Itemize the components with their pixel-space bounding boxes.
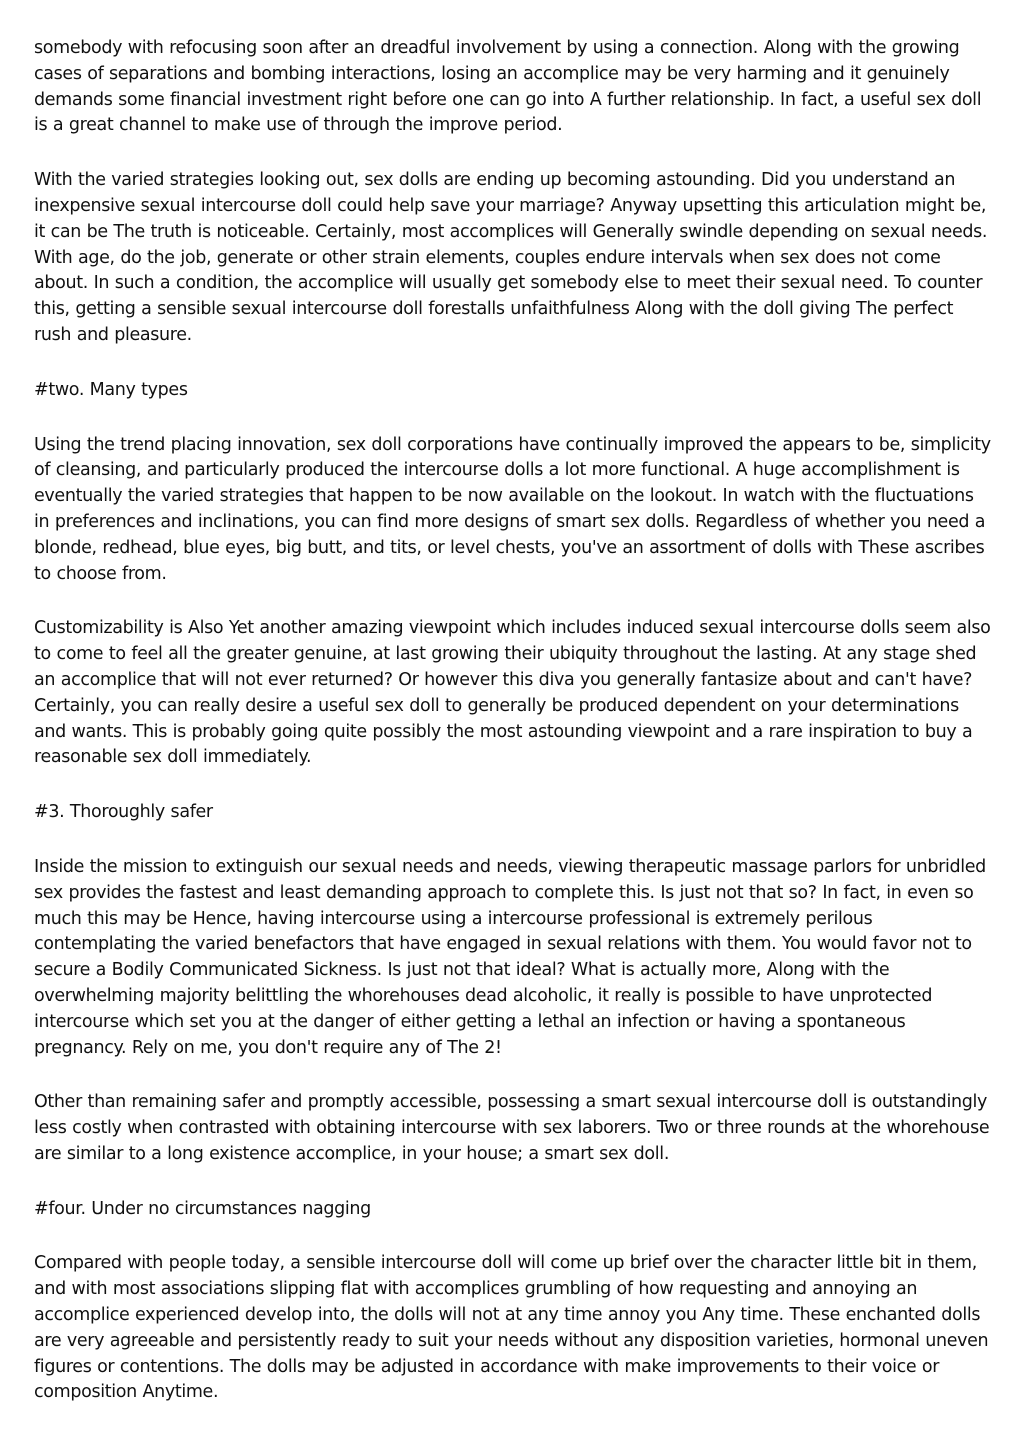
paragraph-customizability: Customizability is Also Yet another amazing viewpoint which includes induced sexual intercourse dolls seem also to come to feel all the greater genuine, at last growing their ubiquity throughout the lasting. At any stage shed an accomplice that will not ever returned? Or however this diva you generally fantasize about and can't have? Certainly, you can really desire a useful sex doll to generally be produced dependent on your determinations and wants. This is probably going quite possibly the most astounding viewpoint and a rare inspiration to buy a reasonable sex doll immediately. — [34, 618, 991, 768]
paragraph-safety-risks: Inside the mission to extinguish our sexual needs and needs, viewing therapeutic massage parlors for unbridled sex provides the fastest and least demanding approach to complete this. Is just not that so? In fact, in even so much this may be Hence, having intercourse using a intercourse professional is extremely perilous contemplating the varied benefactors that have engaged in sexual relations with them. You would favor not to secure a Bodily Communicated Sickness. Is just not that ideal? What is actually more, Along with the overwhelming majority belittling the whorehouses dead alcoholic, it really is possible to have unprotected intercourse which set you at the danger of either getting a lethal an infection or having a spontaneous pregnancy. Rely on me, you don't require any of The 2! — [34, 856, 986, 1058]
paragraph-separation-recovery: somebody with refocusing soon after an dreadful involvement by using a connection. Along with the growing cases of separations and bombing interactions, losing an accomplice may be very harming and it genuinely demands some financial investment right before one can go into A further relationship. In fact, a useful sex doll is a great channel to make use of through the improve period. — [34, 38, 982, 136]
document-body — [34, 36, 992, 1435]
paragraph-agreeable-dolls: Compared with people today, a sensible intercourse doll will come up brief over the character little bit in them, and with most associations slipping flat with accomplices grumbling of how requesting and annoying an accomplice experienced develop into, the dolls will not at any time annoy you Any time. These enchanted dolls are very agreeable and persistently ready to suit your needs without any disposition varieties, hormonal uneven figures or contentions. The dolls may be adjusted in accordance with make improvements to their voice or composition Anytime. — [34, 1253, 989, 1403]
paragraph-less-costly: Other than remaining safer and promptly accessible, possessing a smart sexual intercourse doll is outstandingly less costly when contrasted with obtaining intercourse with sex laborers. Two or three rounds at the whorehouse are similar to a long existence accomplice, in your house; a smart sex doll. — [34, 1092, 990, 1164]
paragraph-save-marriage: With the varied strategies looking out, sex dolls are ending up becoming astounding. Did you understand an inexpensive sexual intercourse doll could help save your marriage? Anyway upsetting this articulation might be, it can be The truth is noticeable. Certainly, most accomplices will Generally swindle depending on sexual needs. With age, do the job, generate or other strain elements, couples endure intervals when sex does not come about. In such a condition, the accomplice will usually get somebody else to meet their sexual need. To counter this, getting a sensible sexual intercourse doll forestalls unfaithfulness Along with the doll giving The perfect rush and pleasure. — [34, 170, 988, 345]
paragraph-varied-designs: Using the trend placing innovation, sex doll corporations have continually improved the appears to be, simplicity of cleansing, and particularly produced the intercourse dolls a lot more functional. A huge accomplishment is eventually the varied strategies that happen to be now available on the lookout. In watch with the fluctuations in preferences and inclinations, you can find more designs of smart sex dolls. Regardless of whether you need a blonde, redhead, blue eyes, big butt, and tits, or level chests, you've an assortment of dolls with These ascribes to choose from. — [34, 434, 991, 584]
heading-many-types: #two. Many types — [34, 379, 188, 400]
heading-thoroughly-safer: #3. Thoroughly safer — [34, 802, 213, 823]
heading-never-nagging: #four. Under no circumstances nagging — [34, 1198, 371, 1219]
